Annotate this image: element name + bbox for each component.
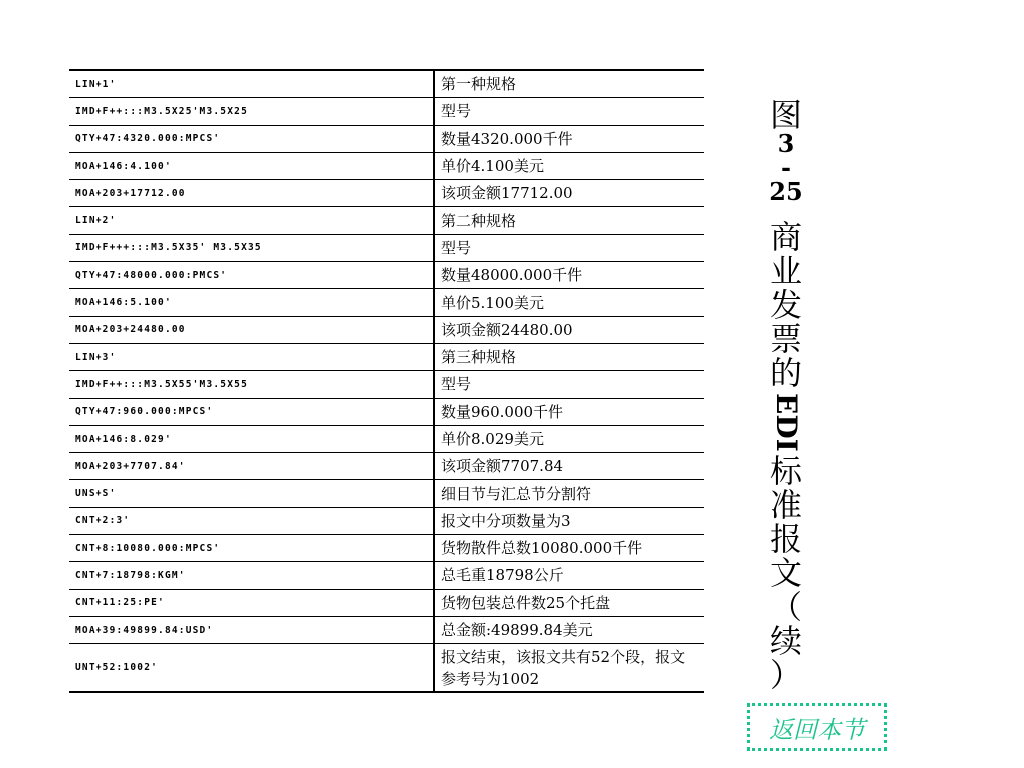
caption-title-char: 票 bbox=[769, 320, 802, 358]
edi-segment-code: QTY+47:960.000:MPCS' bbox=[69, 398, 434, 425]
segment-description: 型号 bbox=[434, 234, 704, 261]
back-to-section-button[interactable]: 返回本节 bbox=[747, 703, 887, 751]
segment-description: 数量960.000千件 bbox=[434, 398, 704, 425]
caption-title-char: 发 bbox=[769, 286, 802, 324]
edi-table-body bbox=[69, 70, 704, 692]
edi-segment-code: MOA+203+7707.84' bbox=[69, 453, 434, 480]
edi-segment-code: MOA+203+17712.00 bbox=[69, 180, 434, 207]
caption-title-char: 准 bbox=[769, 486, 802, 524]
caption-title-char: 标 bbox=[769, 452, 802, 490]
segment-description: 货物包装总件数25个托盘 bbox=[434, 589, 704, 616]
segment-description: 单价8.029美元 bbox=[434, 425, 704, 452]
table-row bbox=[69, 207, 704, 234]
edi-segment-code: IMD+F+++:::M3.5X35' M3.5X35 bbox=[69, 234, 434, 261]
table-row bbox=[69, 644, 704, 693]
caption-title-char: 报 bbox=[769, 520, 802, 558]
edi-segment-code: MOA+146:8.029' bbox=[69, 425, 434, 452]
segment-description: 单价4.100美元 bbox=[434, 152, 704, 179]
segment-description: 第二种规格 bbox=[434, 207, 704, 234]
edi-segment-code: MOA+146:4.100' bbox=[69, 152, 434, 179]
edi-segment-code: MOA+39:49899.84:USD' bbox=[69, 616, 434, 643]
table-row bbox=[69, 535, 704, 562]
caption-number-dash: - bbox=[781, 153, 791, 182]
edi-segment-code: CNT+7:18798:KGM' bbox=[69, 562, 434, 589]
segment-description: 该项金额7707.84 bbox=[434, 453, 704, 480]
segment-description: 细目节与汇总节分割符 bbox=[434, 480, 704, 507]
table-row bbox=[69, 616, 704, 643]
caption-title-char: 商 bbox=[769, 218, 802, 256]
table-row bbox=[69, 425, 704, 452]
segment-description: 单价5.100美元 bbox=[434, 289, 704, 316]
segment-description: 数量4320.000千件 bbox=[434, 125, 704, 152]
edi-segment-code: QTY+47:48000.000:PMCS' bbox=[69, 262, 434, 289]
edi-segment-code: IMD+F++:::M3.5X25'M3.5X25 bbox=[69, 98, 434, 125]
edi-segment-code: MOA+203+24480.00 bbox=[69, 316, 434, 343]
edi-segment-code: UNS+S' bbox=[69, 480, 434, 507]
table-row bbox=[69, 70, 704, 98]
table-row bbox=[69, 262, 704, 289]
caption-number-sub: 25 bbox=[769, 177, 803, 206]
table-row bbox=[69, 343, 704, 370]
caption-number-main: 3 bbox=[777, 129, 795, 158]
table-row bbox=[69, 562, 704, 589]
caption-title-char: 文 bbox=[769, 554, 802, 592]
caption-title-char: 业 bbox=[769, 252, 802, 290]
table-row bbox=[69, 125, 704, 152]
table-row bbox=[69, 98, 704, 125]
edi-segment-code: LIN+3' bbox=[69, 343, 434, 370]
edi-segment-code: LIN+2' bbox=[69, 207, 434, 234]
edi-segment-code: IMD+F++:::M3.5X55'M3.5X55 bbox=[69, 371, 434, 398]
caption-title-latin: EDI bbox=[770, 392, 803, 452]
segment-description: 第一种规格 bbox=[434, 70, 704, 98]
segment-description: 总金额:49899.84美元 bbox=[434, 616, 704, 643]
table-row bbox=[69, 152, 704, 179]
segment-description: 该项金额24480.00 bbox=[434, 316, 704, 343]
segment-description: 型号 bbox=[434, 371, 704, 398]
segment-description: 型号 bbox=[434, 98, 704, 125]
edi-segment-code: CNT+8:10080.000:MPCS' bbox=[69, 535, 434, 562]
table-row bbox=[69, 289, 704, 316]
caption-title-char: ） bbox=[769, 656, 802, 694]
table-row bbox=[69, 589, 704, 616]
edi-segment-code: CNT+2:3' bbox=[69, 507, 434, 534]
table-row bbox=[69, 507, 704, 534]
edi-segment-code: QTY+47:4320.000:MPCS' bbox=[69, 125, 434, 152]
figure-caption bbox=[766, 98, 806, 692]
segment-description: 报文中分项数量为3 bbox=[434, 507, 704, 534]
edi-segment-code: CNT+11:25:PE' bbox=[69, 589, 434, 616]
table-row bbox=[69, 316, 704, 343]
table-row bbox=[69, 398, 704, 425]
table-row bbox=[69, 371, 704, 398]
caption-title-char: 的 bbox=[769, 354, 802, 392]
caption-prefix: 图 bbox=[769, 96, 802, 134]
segment-description: 该项金额17712.00 bbox=[434, 180, 704, 207]
caption-title-char: 续 bbox=[769, 622, 802, 660]
table-row bbox=[69, 234, 704, 261]
table-row bbox=[69, 180, 704, 207]
segment-description: 货物散件总数10080.000千件 bbox=[434, 535, 704, 562]
edi-message-table bbox=[69, 69, 704, 693]
edi-segment-code: LIN+1' bbox=[69, 70, 434, 98]
table-row bbox=[69, 453, 704, 480]
edi-segment-code: MOA+146:5.100' bbox=[69, 289, 434, 316]
segment-description: 数量48000.000千件 bbox=[434, 262, 704, 289]
segment-description: 总毛重18798公斤 bbox=[434, 562, 704, 589]
edi-segment-code: UNT+52:1002' bbox=[69, 644, 434, 693]
table-row bbox=[69, 480, 704, 507]
caption-title-char: （ bbox=[769, 588, 802, 626]
segment-description: 报文结束，该报文共有52个段，报文参考号为1002 bbox=[434, 644, 704, 693]
segment-description: 第三种规格 bbox=[434, 343, 704, 370]
